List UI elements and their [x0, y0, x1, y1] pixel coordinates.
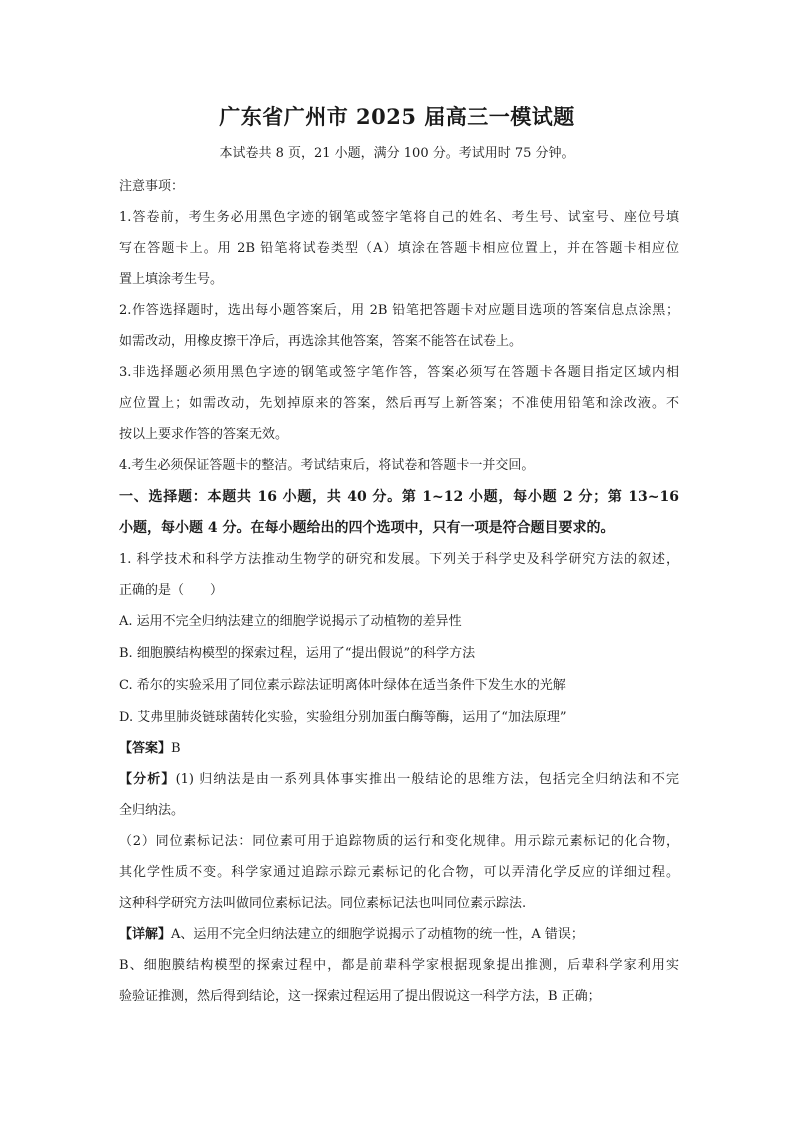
answer-label: 【答案】 — [119, 741, 172, 756]
notice-heading: 注意事项： — [119, 179, 185, 194]
question-stem: 正确的是（ ） — [119, 583, 224, 598]
option-d: D. 艾弗里肺炎链球菌转化实验，实验组分别加蛋白酶等酶，运用了“加法原理” — [119, 710, 567, 725]
detail-text: A、运用不完全归纳法建立的细胞学说揭示了动植物的统一性，A 错误； — [171, 927, 584, 942]
notice-line: 4.考生必须保证答题卡的整洁。考试结束后，将试卷和答题卡一并交回。 — [119, 458, 535, 473]
notice-line: 2.作答选择题时，选出每小题答案后，用 2B 铅笔把答题卡对应题目选项的答案信息点涂黑； — [119, 303, 679, 318]
detail-line — [119, 926, 679, 944]
section-heading: 小题，每小题 4 分。在每小题给出的四个选项中，只有一项是符合题目要求的。 — [119, 520, 615, 536]
notice-line: 3.非选择题必须用黑色字迹的钢笔或签字笔作答，答案必须写在答题卡各题目指定区域内相 — [119, 365, 679, 380]
analysis-line: （2）同位素标记法：同位素可用于追踪物质的运行和变化规律。用示踪元素标记的化合物， — [119, 834, 679, 849]
detail-line: 验验证推测，然后得到结论，这一探索过程运用了提出假说这一科学方法，B 正确； — [119, 989, 601, 1004]
analysis-line: 这种科学研究方法叫做同位素标记法。同位素标记法也叫同位素示踪法. — [119, 896, 527, 911]
answer-value: B — [171, 741, 181, 756]
analysis-line — [119, 771, 679, 789]
notice-line: 如需改动，用橡皮擦干净后，再选涂其他答案，答案不能答在试卷上。 — [119, 334, 523, 349]
option-c: C. 希尔的实验采用了同位素示踪法证明离体叶绿体在适当条件下发生水的光解 — [119, 678, 566, 693]
analysis-label: 【分析】 — [119, 772, 176, 787]
notice-line: 按以上要求作答的答案无效。 — [119, 427, 289, 442]
option-b: B. 细胞膜结构模型的探索过程，运用了“提出假说”的科学方法 — [119, 646, 476, 661]
exam-info: 本试卷共 8 页，21 小题，满分 100 分。考试用时 75 分钟。 — [219, 146, 575, 161]
notice-line: 1.答卷前，考生务必用黑色字迹的钢笔或签字笔将自己的姓名、考生号、试室号、座位号填 — [119, 210, 679, 225]
notice-line: 应位置上；如需改动，先划掉原来的答案，然后再写上新答案；不准使用铅笔和涂改液。不 — [119, 396, 679, 411]
answer-line — [119, 740, 679, 758]
notice-line: 写在答题卡上。用 2B 铅笔将试卷类型（A）填涂在答题卡相应位置上，并在答题卡相应位 — [119, 241, 679, 256]
detail-line: B、细胞膜结构模型的探索过程中，都是前辈科学家根据现象提出推测，后辈科学家利用实 — [119, 958, 679, 973]
notice-line: 置上填涂考生号。 — [119, 272, 224, 287]
page-title: 广东省广州市 2025 届高三一模试题 — [219, 104, 575, 129]
analysis-line: 全归纳法。 — [119, 803, 185, 818]
option-a: A. 运用不完全归纳法建立的细胞学说揭示了动植物的差异性 — [119, 614, 462, 629]
section-heading: 一、选择题：本题共 16 小题，共 40 分。第 1~12 小题，每小题 2 分；第 13~16 — [119, 489, 679, 505]
question-stem: 1. 科学技术和科学方法推动生物学的研究和发展。下列关于科学史及科学研究方法的叙述， — [119, 552, 679, 567]
analysis-text: (1) 归纳法是由一系列具体事实推出一般结论的思维方法，包括完全归纳法和不完 — [175, 772, 679, 787]
detail-label: 【详解】 — [119, 927, 172, 942]
analysis-line: 其化学性质不变。科学家通过追踪示踪元素标记的化合物，可以弄清化学反应的详细过程。 — [119, 865, 679, 880]
